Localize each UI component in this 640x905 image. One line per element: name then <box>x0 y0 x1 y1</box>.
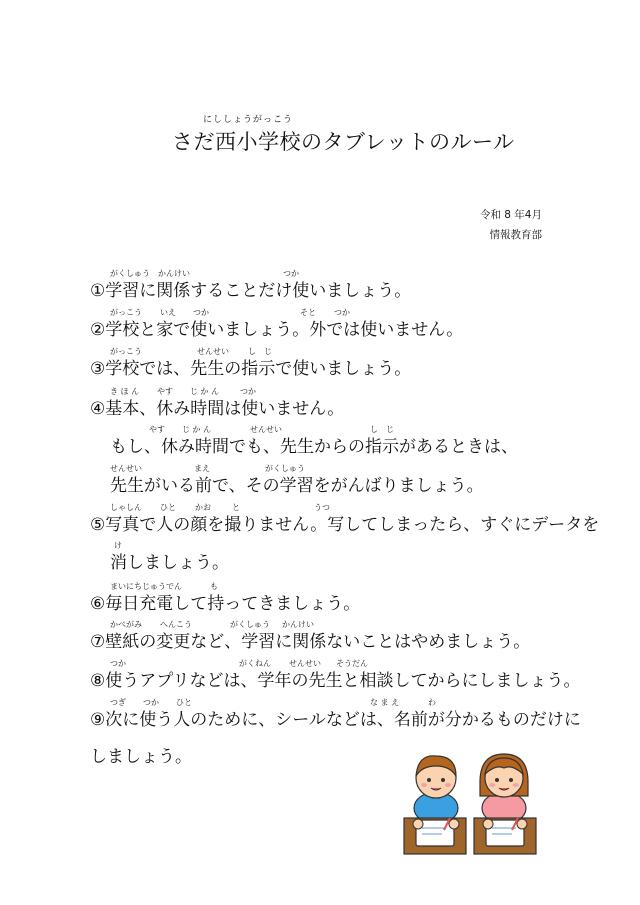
rule-3: ③学校では、先生の指示で使いましょう。 <box>90 359 412 379</box>
ruby: かんけい <box>158 269 190 278</box>
ruby: せんせい <box>197 347 229 356</box>
title-ruby: にししょうがっこう <box>203 115 294 125</box>
ruby: いえ <box>160 308 176 317</box>
rule-9: ⑨次に使う人のために、シールなどは、名前が分かるものだけに <box>90 710 581 730</box>
department: 情報教育部 <box>489 229 542 241</box>
rule-6: ⑥毎日充電して持ってきましょう。 <box>90 594 361 614</box>
rule-1: ①学習に関係することだけ使いましょう。 <box>90 281 412 301</box>
students-with-tablets-illustration <box>400 748 540 858</box>
ruby: も <box>210 582 218 591</box>
ruby: かんけい <box>282 620 314 629</box>
ruby: うつ <box>314 503 330 512</box>
ruby: かお <box>195 503 211 512</box>
ruby: つか <box>143 698 159 707</box>
girl-figure <box>480 754 528 824</box>
ruby: つか <box>193 308 209 317</box>
ruby: やす <box>149 425 165 434</box>
rule-5: ⑤写真で人の顔を撮りません。写してしまったら、すぐにデータを <box>90 515 600 535</box>
ruby: まえ <box>194 464 210 473</box>
rule-4-cont-1: もし、休み時間でも、先生からの指示があるときは、 <box>110 437 518 457</box>
ruby: つぎ <box>110 698 126 707</box>
ruby: と <box>232 503 240 512</box>
rule-5-cont: 消しましょう。 <box>110 553 229 573</box>
date: 令和 8 年4月 <box>479 209 542 221</box>
ruby: せんせい <box>250 425 282 434</box>
ruby: ひと <box>176 698 192 707</box>
ruby: つか <box>110 659 126 668</box>
ruby: つか <box>334 308 350 317</box>
ruby: し じ <box>248 347 272 356</box>
ruby: せんせい <box>110 464 142 473</box>
ruby: き ほ ん <box>110 387 140 396</box>
page-title: さだ西小学校のタブレットのルール <box>172 130 515 154</box>
ruby: がくしゅう <box>230 620 270 629</box>
ruby: へんこう <box>160 620 192 629</box>
rule-2: ②学校と家で使いましょう。外では使いません。 <box>90 320 464 340</box>
ruby: がくしゅう <box>110 269 150 278</box>
ruby: そと <box>300 308 316 317</box>
rule-9-cont: しましょう。 <box>90 747 192 767</box>
ruby: つか <box>283 269 299 278</box>
ruby: がっこう <box>110 308 142 317</box>
ruby: せんせい <box>289 659 321 668</box>
ruby: しゃしん <box>110 503 142 512</box>
rule-8: ⑧使うアプリなどは、学年の先生と相談してからにしましょう。 <box>90 671 581 691</box>
ruby: がっこう <box>110 347 142 356</box>
ruby: じ か ん <box>182 425 212 434</box>
ruby: つか <box>240 387 256 396</box>
ruby: し じ <box>370 425 394 434</box>
rule-7: ⑦壁紙の変更など、学習に関係ないことはやめましょう。 <box>90 632 531 652</box>
ruby: な ま え <box>370 698 400 707</box>
ruby: ひと <box>160 503 176 512</box>
rule-4: ④基本、休み時間は使いません。 <box>90 399 345 419</box>
ruby: わ <box>428 698 436 707</box>
tablets <box>416 820 524 846</box>
rule-4-cont-2: 先生がいる前で、その学習をがんばりましょう。 <box>110 476 484 496</box>
ruby: かべがみ <box>110 620 142 629</box>
ruby: そうだん <box>336 659 368 668</box>
ruby: がくしゅう <box>265 464 305 473</box>
ruby: がくねん <box>239 659 271 668</box>
ruby: け <box>114 541 122 550</box>
ruby: じ か ん <box>190 387 220 396</box>
ruby: まいにちじゅうでん <box>110 582 182 591</box>
ruby: やす <box>157 387 173 396</box>
boy-figure <box>414 756 458 824</box>
